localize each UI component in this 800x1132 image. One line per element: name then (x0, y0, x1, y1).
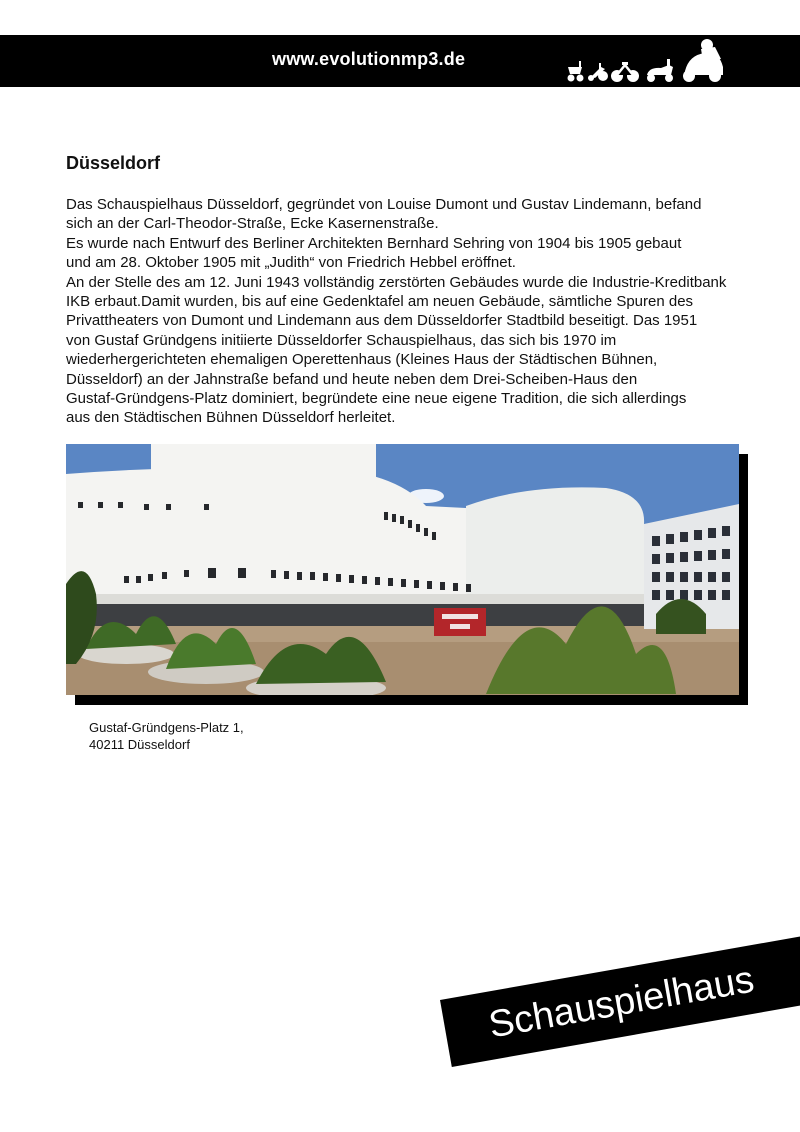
article-body (66, 195, 766, 428)
paragraph-line: wiederhergerichteten ehemaligen Operettenhaus (Kleines Haus der Städtischen Bühnen, (66, 351, 658, 369)
paragraph-line: sich an der Carl-Theodor-Straße, Ecke Kasernenstraße. (66, 215, 439, 233)
paragraph-line: An der Stelle des am 12. Juni 1943 vollständig zerstörten Gebäudes wurde die Industrie-Kreditbank (66, 273, 727, 291)
section-label-bar (440, 934, 800, 1067)
header-bar (0, 35, 800, 87)
theatre-photo (66, 444, 739, 695)
paragraph-line: von Gustaf Gründgens initiierte Düsseldorfer Schauspielhaus, das sich bis 1970 im (66, 331, 617, 349)
paragraph-line: Privattheaters von Dumont und Lindemann aus dem Düsseldorfer Stadtbild beseitigt. Das 1951 (66, 312, 698, 330)
paragraph-line: Es wurde nach Entwurf des Berliner Architekten Bernhard Sehring von 1904 bis 1905 gebaut (66, 234, 682, 252)
site-url-link[interactable]: www.evolutionmp3.de (272, 49, 466, 69)
caption-address-line: Gustaf-Gründgens-Platz 1, (89, 720, 244, 735)
caption-city-line: 40211 Düsseldorf (89, 737, 190, 752)
vehicle-icons (565, 37, 735, 85)
paragraph-line: Gustaf-Gründgens-Platz dominiert, begründete eine neue eigene Tradition, die sich allerdings (66, 390, 687, 408)
theatre-illustration (66, 444, 739, 695)
stroller-icon (568, 61, 584, 82)
paragraph-line: und am 28. Oktober 1905 mit „Judith“ von Friedrich Hebbel eröffnet. (66, 254, 516, 272)
motorcycle-icon (683, 39, 723, 82)
bicycle-icon (611, 62, 639, 82)
paragraph-line: aus den Städtischen Bühnen Düsseldorf herleitet. (66, 409, 396, 427)
paragraph-line: Düsseldorf) an der Jahnstraße befand und heute neben dem Drei-Scheiben-Haus den (66, 370, 638, 388)
photo-caption (89, 719, 244, 753)
page-title: Düsseldorf (66, 153, 161, 173)
paragraph-line: IKB erbaut.Damit wurden, bis auf eine Gedenktafel am neuen Gebäude, sämtliche Spuren des (66, 293, 694, 311)
paragraph-line: Das Schauspielhaus Düsseldorf, gegründet von Louise Dumont und Gustav Lindemann, befand (66, 196, 702, 213)
scooter-icon (647, 59, 673, 82)
tricycle-icon (588, 63, 608, 81)
section-label: Schauspielhaus (485, 958, 758, 1047)
